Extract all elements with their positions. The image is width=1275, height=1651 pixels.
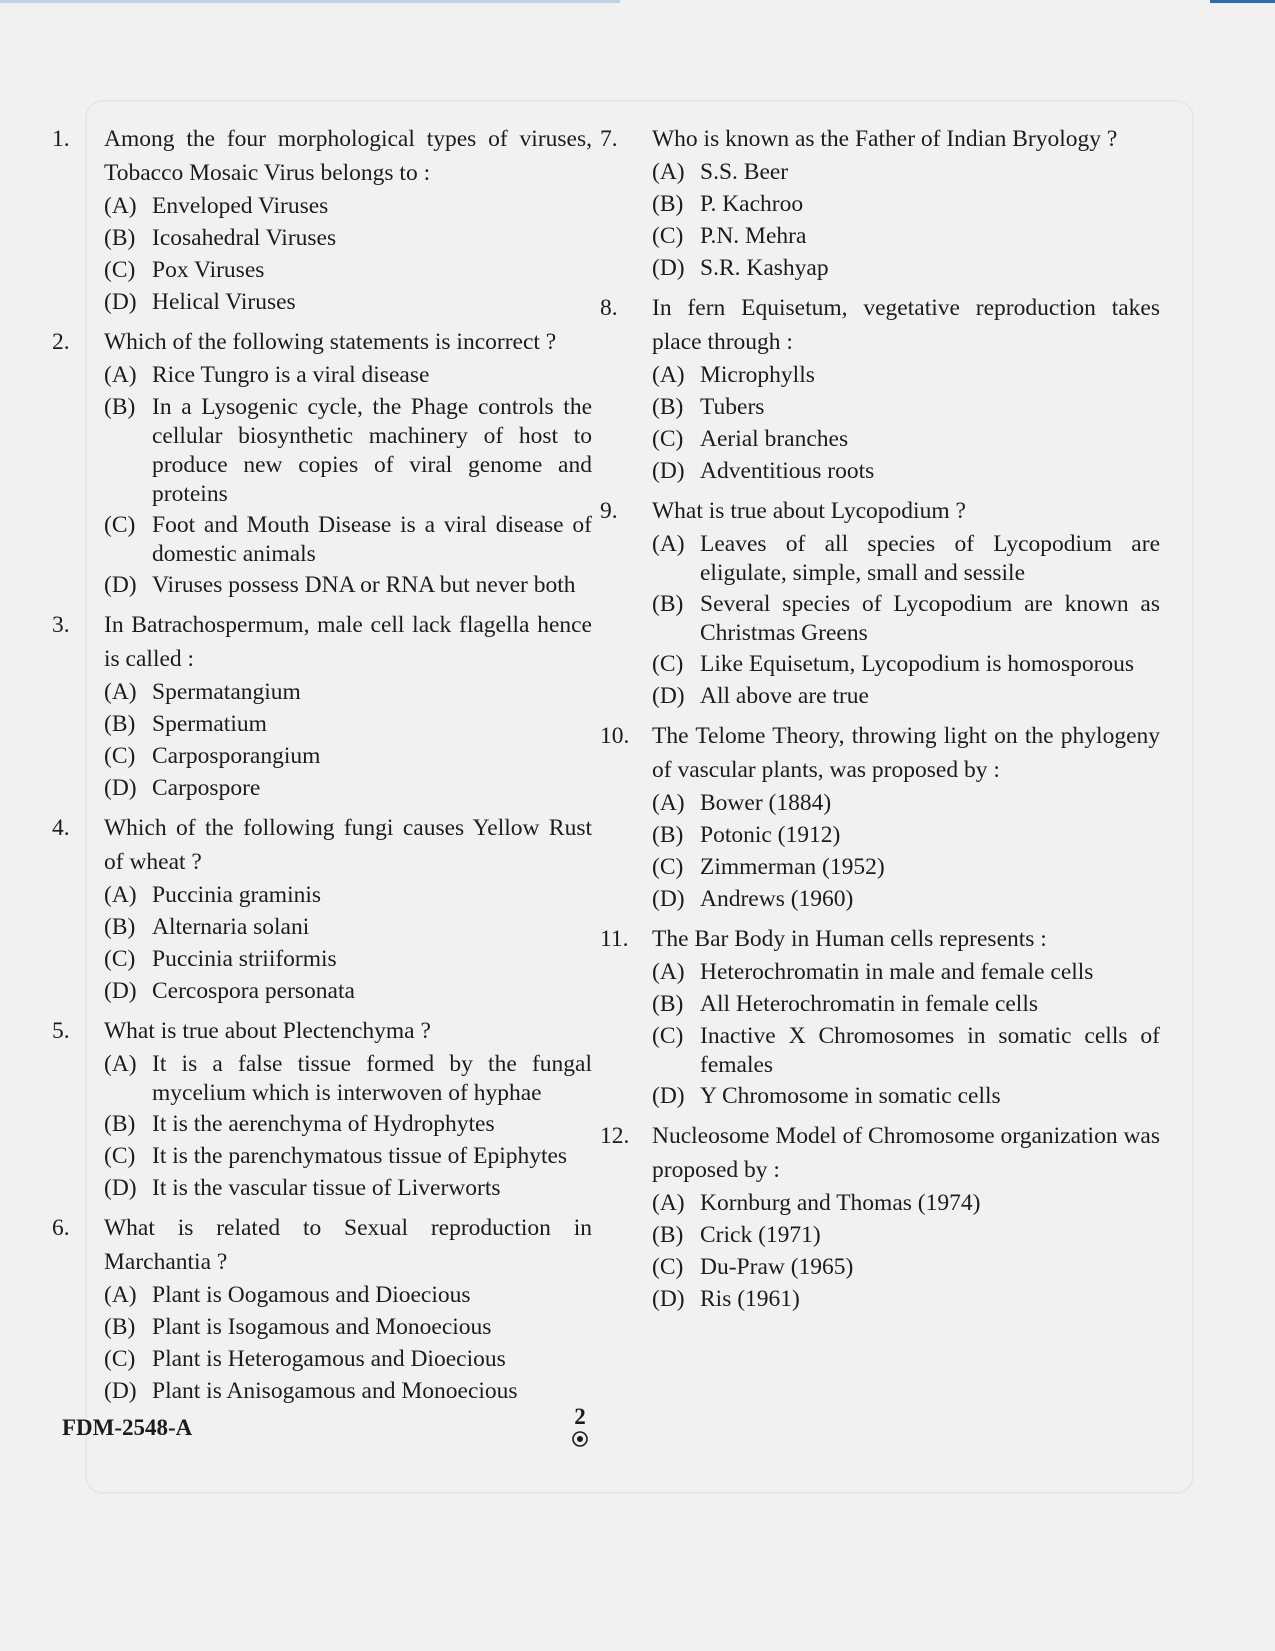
answer-option [52, 1279, 592, 1311]
option-label: (C) [104, 512, 136, 538]
option-label: (A) [104, 193, 137, 219]
option-label: (B) [652, 591, 684, 617]
option-label: (A) [652, 959, 685, 985]
question-stem [600, 922, 1160, 956]
answer-option [52, 359, 592, 391]
answer-option [52, 740, 592, 772]
question-stem [600, 1119, 1160, 1187]
option-label: (C) [104, 1346, 136, 1372]
question-stem [52, 325, 592, 359]
question [52, 811, 592, 1007]
option-text: Adventitious roots [700, 458, 875, 484]
answer-option [600, 1187, 1160, 1219]
answer-option [52, 676, 592, 708]
question-number: 6. [52, 1215, 70, 1241]
question-number: 4. [52, 815, 70, 841]
question-stem [52, 1211, 592, 1279]
answer-option [600, 220, 1160, 252]
option-text: Helical Viruses [152, 289, 296, 315]
answer-option [52, 772, 592, 804]
question-text: The Telome Theory, throwing light on the phylogeny of vascular plants, was proposed by : [652, 723, 1160, 783]
option-text: Several species of Lycopodium are known as Christmas Greens [700, 591, 1160, 646]
question-text: What is related to Sexual reproduction in Marchantia ? [104, 1215, 592, 1275]
answer-option [52, 190, 592, 222]
question-number: 5. [52, 1018, 70, 1044]
option-label: (C) [652, 651, 684, 677]
answer-option [600, 423, 1160, 455]
option-label: (D) [104, 978, 137, 1004]
question-text: Nucleosome Model of Chromosome organization was proposed by : [652, 1123, 1160, 1183]
option-label: (A) [104, 679, 137, 705]
option-label: (A) [104, 882, 137, 908]
paper-code: FDM-2548-A [62, 1415, 193, 1440]
option-text: Alternaria solani [152, 914, 310, 940]
answer-option [52, 1311, 592, 1343]
question [52, 122, 592, 318]
option-label: (B) [652, 191, 684, 217]
option-text: Spermatangium [152, 679, 301, 705]
option-label: (D) [652, 683, 685, 709]
option-text: Puccinia graminis [152, 882, 322, 908]
option-label: (A) [104, 362, 137, 388]
option-text: Viruses possess DNA or RNA but never both [152, 572, 576, 598]
answer-option [600, 252, 1160, 284]
option-text: Tubers [700, 394, 765, 420]
option-label: (C) [652, 1023, 684, 1049]
option-text: Bower (1884) [700, 790, 832, 816]
answer-option [600, 156, 1160, 188]
answer-option [600, 1251, 1160, 1283]
option-text: Kornburg and Thomas (1974) [700, 1190, 981, 1216]
option-label: (B) [104, 394, 136, 420]
question-stem [600, 291, 1160, 359]
option-text: Aerial branches [700, 426, 849, 452]
question-number: 7. [600, 126, 618, 152]
question-stem [52, 811, 592, 879]
question-text: What is true about Plectenchyma ? [104, 1018, 431, 1044]
option-label: (B) [104, 1111, 136, 1137]
option-text: S.R. Kashyap [700, 255, 829, 281]
answer-option [52, 879, 592, 911]
option-text: Potonic (1912) [700, 822, 841, 848]
option-label: (D) [104, 775, 137, 801]
question [600, 291, 1160, 487]
answer-option [52, 1140, 592, 1172]
option-label: (D) [652, 1083, 685, 1109]
answer-option [600, 359, 1160, 391]
question-text: The Bar Body in Human cells represents : [652, 926, 1047, 952]
option-text: All Heterochromatin in female cells [700, 991, 1039, 1017]
answer-option [52, 509, 592, 569]
option-text: Inactive X Chromosomes in somatic cells of females [700, 1023, 1160, 1078]
option-label: (D) [652, 458, 685, 484]
question-text: In fern Equisetum, vegetative reproduction takes place through : [652, 295, 1160, 355]
question [600, 494, 1160, 712]
answer-option [52, 286, 592, 318]
answer-option [52, 975, 592, 1007]
answer-option [600, 188, 1160, 220]
option-label: (C) [104, 1143, 136, 1169]
question-number: 9. [600, 498, 618, 524]
registration-mark-icon [571, 1430, 589, 1448]
option-label: (A) [104, 1051, 137, 1077]
right-column [600, 122, 1160, 1322]
question [600, 719, 1160, 915]
option-text: Rice Tungro is a viral disease [152, 362, 430, 388]
option-label: (C) [652, 854, 684, 880]
answer-option [600, 1020, 1160, 1080]
option-text: Microphylls [700, 362, 815, 388]
question-number: 11. [600, 926, 629, 952]
answer-option [52, 254, 592, 286]
question [600, 922, 1160, 1112]
answer-option [600, 956, 1160, 988]
option-label: (A) [652, 159, 685, 185]
option-label: (C) [104, 257, 136, 283]
answer-option [52, 391, 592, 509]
option-text: Heterochromatin in male and female cells [700, 959, 1094, 985]
option-label: (B) [104, 1314, 136, 1340]
option-label: (A) [652, 531, 685, 557]
question [600, 122, 1160, 284]
answer-option [52, 569, 592, 601]
option-text: Enveloped Viruses [152, 193, 329, 219]
question-text: Which of the following fungi causes Yellow Rust of wheat ? [104, 815, 592, 875]
option-text: Plant is Oogamous and Dioecious [152, 1282, 471, 1308]
question-text: Who is known as the Father of Indian Bryology ? [652, 126, 1118, 152]
answer-option [600, 528, 1160, 588]
option-text: It is a false tissue formed by the fungal mycelium which is interwoven of hyphae [152, 1051, 592, 1106]
option-label: (A) [652, 362, 685, 388]
option-label: (D) [104, 289, 137, 315]
option-text: Plant is Anisogamous and Monoecious [152, 1378, 518, 1404]
option-label: (B) [652, 394, 684, 420]
option-text: S.S. Beer [700, 159, 789, 185]
option-label: (A) [652, 790, 685, 816]
answer-option [52, 1172, 592, 1204]
question [52, 608, 592, 804]
option-text: Carposporangium [152, 743, 321, 769]
option-label: (C) [652, 426, 684, 452]
question-text: In Batrachospermum, male cell lack flagella hence is called : [104, 612, 592, 672]
question-stem [52, 1014, 592, 1048]
option-text: Foot and Mouth Disease is a viral disease of domestic animals [152, 512, 592, 567]
answer-option [52, 943, 592, 975]
option-label: (D) [652, 255, 685, 281]
answer-option [600, 648, 1160, 680]
answer-option [52, 1108, 592, 1140]
option-label: (C) [104, 946, 136, 972]
question-number: 12. [600, 1123, 630, 1149]
option-label: (B) [652, 1222, 684, 1248]
question [52, 1211, 592, 1407]
question-text: What is true about Lycopodium ? [652, 498, 966, 524]
question-stem [52, 608, 592, 676]
option-label: (C) [652, 1254, 684, 1280]
option-label: (D) [104, 1378, 137, 1404]
option-text: Pox Viruses [152, 257, 265, 283]
option-text: It is the parenchymatous tissue of Epiphytes [152, 1143, 568, 1169]
option-label: (A) [652, 1190, 685, 1216]
answer-option [600, 588, 1160, 648]
answer-option [600, 391, 1160, 423]
answer-option [600, 1080, 1160, 1112]
answer-option [600, 1283, 1160, 1315]
question-text: Which of the following statements is incorrect ? [104, 329, 557, 355]
left-column [52, 122, 592, 1414]
option-text: Like Equisetum, Lycopodium is homosporous [700, 651, 1135, 677]
option-text: Y Chromosome in somatic cells [700, 1083, 1001, 1109]
option-text: Plant is Heterogamous and Dioecious [152, 1346, 506, 1372]
question [52, 1014, 592, 1204]
answer-option [600, 1219, 1160, 1251]
answer-option [52, 911, 592, 943]
option-label: (D) [104, 572, 137, 598]
option-label: (B) [652, 991, 684, 1017]
answer-option [600, 787, 1160, 819]
option-text: It is the vascular tissue of Liverworts [152, 1175, 501, 1201]
question-stem [600, 122, 1160, 156]
question-number: 1. [52, 126, 70, 152]
question-text: Among the four morphological types of viruses, Tobacco Mosaic Virus belongs to : [104, 126, 592, 186]
question-number: 10. [600, 723, 630, 749]
answer-option [52, 222, 592, 254]
option-label: (B) [104, 225, 136, 251]
question-stem [600, 719, 1160, 787]
option-text: Leaves of all species of Lycopodium are eligulate, simple, small and sessile [700, 531, 1160, 586]
option-text: Crick (1971) [700, 1222, 821, 1248]
answer-option [600, 851, 1160, 883]
option-text: Puccinia striiformis [152, 946, 337, 972]
answer-option [600, 455, 1160, 487]
question [600, 1119, 1160, 1315]
option-text: Zimmerman (1952) [700, 854, 885, 880]
option-text: Plant is Isogamous and Monoecious [152, 1314, 492, 1340]
page-number: 2 [574, 1404, 586, 1429]
option-text: Icosahedral Viruses [152, 225, 337, 251]
option-label: (B) [104, 914, 136, 940]
option-text: Andrews (1960) [700, 886, 854, 912]
option-label: (D) [652, 886, 685, 912]
answer-option [52, 1048, 592, 1108]
question-number: 8. [600, 295, 618, 321]
answer-option [52, 1343, 592, 1375]
answer-option [600, 680, 1160, 712]
answer-option [52, 1375, 592, 1407]
option-label: (B) [652, 822, 684, 848]
top-edge-line [0, 0, 1275, 3]
answer-option [52, 708, 592, 740]
question-stem [52, 122, 592, 190]
answer-option [600, 988, 1160, 1020]
option-text: Du-Praw (1965) [700, 1254, 854, 1280]
option-label: (C) [652, 223, 684, 249]
option-label: (C) [104, 743, 136, 769]
option-text: In a Lysogenic cycle, the Phage controls the cellular biosynthetic machinery of host to produce new copies of viral genome and proteins [152, 394, 592, 507]
option-label: (D) [104, 1175, 137, 1201]
option-text: Carpospore [152, 775, 261, 801]
option-text: It is the aerenchyma of Hydrophytes [152, 1111, 495, 1137]
option-text: Ris (1961) [700, 1286, 800, 1312]
option-label: (A) [104, 1282, 137, 1308]
answer-option [600, 819, 1160, 851]
option-label: (D) [652, 1286, 685, 1312]
option-label: (B) [104, 711, 136, 737]
question [52, 325, 592, 601]
option-text: Cercospora personata [152, 978, 355, 1004]
question-stem [600, 494, 1160, 528]
question-number: 2. [52, 329, 70, 355]
option-text: P.N. Mehra [700, 223, 807, 249]
answer-option [600, 883, 1160, 915]
option-text: Spermatium [152, 711, 267, 737]
option-text: P. Kachroo [700, 191, 804, 217]
question-number: 3. [52, 612, 70, 638]
option-text: All above are true [700, 683, 869, 709]
